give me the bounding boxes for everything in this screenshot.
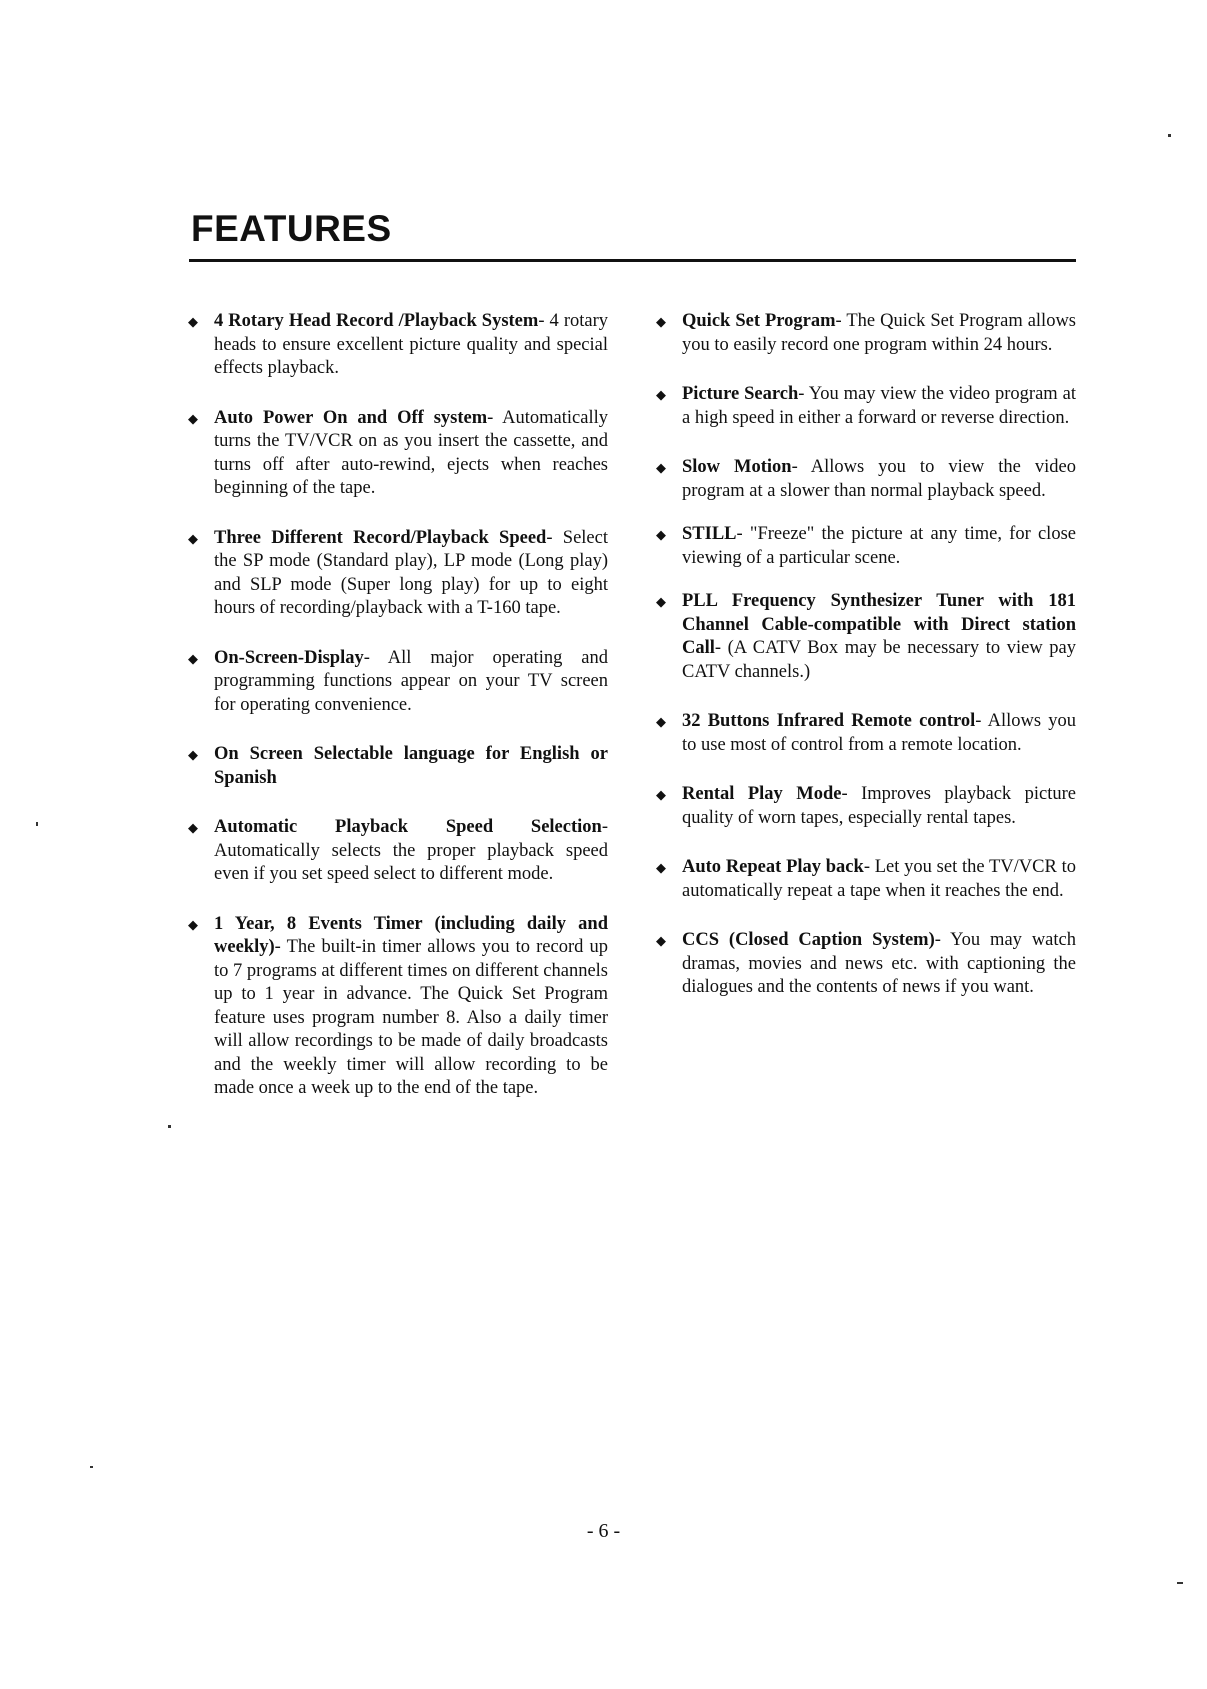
feature-name: STILL	[682, 524, 737, 544]
feature-item	[656, 456, 1076, 503]
diamond-bullet-icon: ◆	[188, 410, 198, 426]
feature-name: Quick Set Program	[682, 311, 836, 331]
feature-item	[188, 743, 608, 790]
feature-item	[656, 310, 1076, 357]
feature-name: CCS (Closed Caption System)	[682, 930, 935, 950]
scan-speck	[1177, 1582, 1183, 1584]
feature-description: - The built-in timer allows you to record up to 7 programs at different times on different channels up to 1 year in advance. The Quick Set Program feature uses program number 8. Also a daily timer will allow recordings to be made of daily broadcasts and the weekly timer will allow recording to be made once a week up to the end of the tape.	[214, 937, 608, 1098]
page-title: FEATURES	[191, 208, 392, 249]
feature-name: Three Different Record/Playback Speed	[214, 527, 547, 548]
diamond-bullet-icon: ◆	[656, 933, 666, 948]
feature-description: - Automatically turns the TV/VCR on as you insert the cassette, and turns off after auto-rewind, ejects when reaches beginning of the tape.	[214, 407, 608, 498]
diamond-bullet-icon: ◆	[656, 387, 666, 402]
feature-description: - (A CATV Box may be necessary to view pay CATV channels.)	[682, 638, 1076, 682]
feature-name: 4 Rotary Head Record /Playback System	[214, 311, 539, 331]
feature-name: 1 Year, 8 Events Timer (including daily and weekly)	[214, 913, 608, 957]
diamond-bullet-icon: ◆	[656, 714, 666, 729]
scan-speck	[168, 1125, 171, 1128]
diamond-bullet-icon: ◆	[656, 787, 666, 802]
feature-name: 32 Buttons Infrared Remote control	[682, 711, 976, 731]
feature-item	[656, 383, 1076, 430]
feature-description: - Allows you to view the video program at a slower than normal playback speed.	[682, 457, 1076, 501]
feature-name: Auto Repeat Play back	[682, 857, 864, 877]
feature-item	[656, 929, 1076, 1000]
feature-description: - Allows you to use most of control from a remote location.	[682, 711, 1076, 755]
feature-description: - The Quick Set Program allows you to easily record one program within 24 hours.	[682, 311, 1077, 355]
diamond-bullet-icon: ◆	[188, 650, 198, 666]
diamond-bullet-icon: ◆	[188, 530, 198, 546]
diamond-bullet-icon: ◆	[656, 527, 666, 542]
diamond-bullet-icon: ◆	[656, 860, 666, 875]
feature-description: - You may watch dramas, movies and news etc. with captioning the dialogues and the contents of news if you want.	[682, 930, 1076, 997]
diamond-bullet-icon: ◆	[656, 460, 666, 475]
feature-item	[188, 527, 608, 621]
feature-description: - Automatically selects the proper playback speed even if you set speed select to different mode.	[214, 817, 608, 884]
feature-name: Rental Play Mode	[682, 784, 842, 804]
feature-item	[188, 816, 608, 887]
diamond-bullet-icon: ◆	[188, 916, 198, 932]
feature-description: - 4 rotary heads to ensure excellent picture quality and special effects playback.	[214, 311, 608, 378]
feature-item	[188, 913, 608, 1101]
feature-item	[656, 590, 1076, 684]
features-left-column	[188, 310, 608, 1101]
feature-name: Auto Power On and Off system	[214, 407, 488, 428]
diamond-bullet-icon: ◆	[188, 314, 198, 329]
feature-item	[656, 710, 1076, 757]
feature-description: - You may view the video program at a high speed in either a forward or reverse direction.	[682, 384, 1076, 428]
feature-item	[656, 523, 1076, 570]
feature-name: Picture Search	[682, 384, 799, 404]
feature-description: - Improves playback picture quality of worn tapes, especially rental tapes.	[682, 784, 1076, 828]
feature-name: On-Screen-Display	[214, 647, 364, 668]
feature-item	[188, 310, 608, 381]
title-rule	[189, 259, 1076, 262]
feature-item	[656, 783, 1076, 830]
feature-name: On Screen Selectable language for English or Spanish	[214, 744, 608, 788]
features-right-column	[656, 310, 1076, 1000]
page-number: - 6 -	[586, 1520, 621, 1542]
feature-description: - Select the SP mode (Standard play), LP mode (Long play) and SLP mode (Super long play) for up to eight hours of recording/playback with a T-160 tape.	[214, 527, 608, 618]
feature-name: Automatic Playback Speed Selection	[214, 817, 602, 837]
scan-speck	[1168, 134, 1171, 137]
feature-item	[188, 407, 608, 501]
scan-speck	[36, 822, 38, 826]
diamond-bullet-icon: ◆	[188, 820, 198, 835]
feature-description: - All major operating and programming functions appear on your TV screen for operating convenience.	[214, 647, 608, 715]
feature-description: - Let you set the TV/VCR to automatically repeat a tape when it reaches the end.	[682, 857, 1076, 901]
diamond-bullet-icon: ◆	[656, 594, 666, 609]
feature-name: PLL Frequency Synthesizer Tuner with 181 Channel Cable-compatible with Direct station Call	[682, 591, 1076, 658]
feature-description: - "Freeze" the picture at any time, for close viewing of a particular scene.	[682, 524, 1076, 568]
diamond-bullet-icon: ◆	[656, 314, 666, 329]
feature-item	[188, 647, 608, 718]
feature-name: Slow Motion	[682, 457, 792, 477]
feature-item	[656, 856, 1076, 903]
diamond-bullet-icon: ◆	[188, 747, 198, 762]
scan-speck	[90, 1466, 93, 1468]
